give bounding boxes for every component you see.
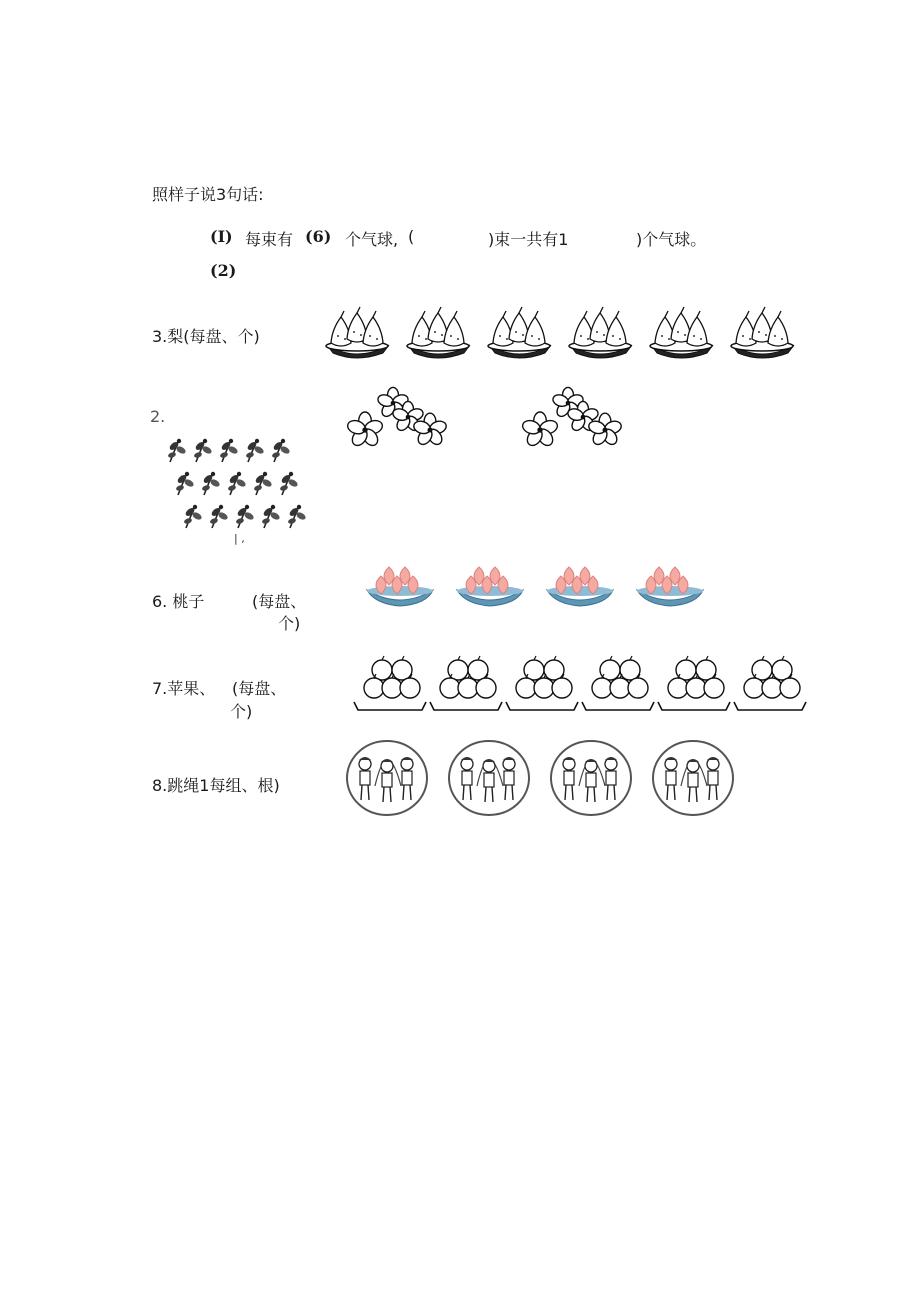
outline-apple-plate xyxy=(658,656,730,710)
peach-plate xyxy=(637,567,703,606)
leaf-sprig xyxy=(227,472,246,495)
leaf-sprig xyxy=(167,439,186,462)
leaf-sprig xyxy=(193,439,212,462)
leaf-sprig xyxy=(183,505,202,528)
leaf-sprig xyxy=(245,439,264,462)
peach-plate xyxy=(457,567,523,606)
outline-apple-plate xyxy=(506,656,578,710)
question-6-note-b: 个) xyxy=(278,614,301,633)
outline-apple-plate xyxy=(582,656,654,710)
pear-plate xyxy=(488,307,551,358)
leaf-sprig xyxy=(209,505,228,528)
outline-apple-plates-row xyxy=(350,652,810,717)
flower xyxy=(346,412,384,448)
line1-text-e: )束一共有1 xyxy=(488,230,569,249)
jump-rope-group xyxy=(449,741,529,815)
question-3-label: 3.梨(每盘、个) xyxy=(152,327,260,346)
pear-plate xyxy=(407,307,470,358)
leaf-pattern xyxy=(160,430,330,540)
flower xyxy=(521,412,559,448)
pear-plates-row xyxy=(325,305,810,375)
question-2-label: 2. xyxy=(150,407,166,426)
line1-blank-open: ( xyxy=(408,227,415,246)
line1-text-c: 个气球, xyxy=(345,230,399,249)
question-7-note-a: (每盘、 xyxy=(232,679,287,698)
flower-groups xyxy=(345,385,655,455)
peach-plate xyxy=(547,567,613,606)
intro-text: 照样子说3句话: xyxy=(152,185,264,204)
pear-plate xyxy=(650,307,713,358)
pear-plate xyxy=(569,307,632,358)
question-7-note-b: 个) xyxy=(230,702,253,721)
question-7-label: 7.苹果、 xyxy=(152,679,216,698)
line1-text-a: 每束有 xyxy=(245,230,294,249)
outline-apple-plate xyxy=(734,656,806,710)
outline-apple-plate xyxy=(354,656,426,710)
red-apple-plates-row xyxy=(345,480,730,535)
outline-apple-plate xyxy=(430,656,502,710)
jump-rope-group xyxy=(551,741,631,815)
question-8-label: 8.跳绳1每组、根) xyxy=(152,776,280,795)
leaf-sprig xyxy=(279,472,298,495)
peach-plate xyxy=(367,567,433,606)
jump-rope-groups-row xyxy=(345,738,760,820)
pear-plate xyxy=(326,307,389,358)
line1-text-f: )个气球。 xyxy=(636,230,707,249)
leaf-sprig xyxy=(261,505,280,528)
leaf-sprig xyxy=(175,472,194,495)
question-6-note-a: (每盘、 xyxy=(252,592,307,611)
leaf-sprig xyxy=(219,439,238,462)
line1-answer: (6) xyxy=(305,227,332,246)
leaf-sprig xyxy=(253,472,272,495)
jump-rope-group xyxy=(653,741,733,815)
cut-off-text: | , xyxy=(234,532,245,545)
jump-rope-group xyxy=(347,741,427,815)
leaf-sprig xyxy=(201,472,220,495)
peach-plates-row xyxy=(355,560,735,620)
leaf-sprig xyxy=(287,505,306,528)
line2-number: (2) xyxy=(210,261,237,280)
leaf-sprig xyxy=(235,505,254,528)
leaf-sprig xyxy=(271,439,290,462)
pear-plate xyxy=(731,307,794,358)
line1-number: (I) xyxy=(210,227,233,246)
question-6-label: 6. 桃子 xyxy=(152,592,205,611)
